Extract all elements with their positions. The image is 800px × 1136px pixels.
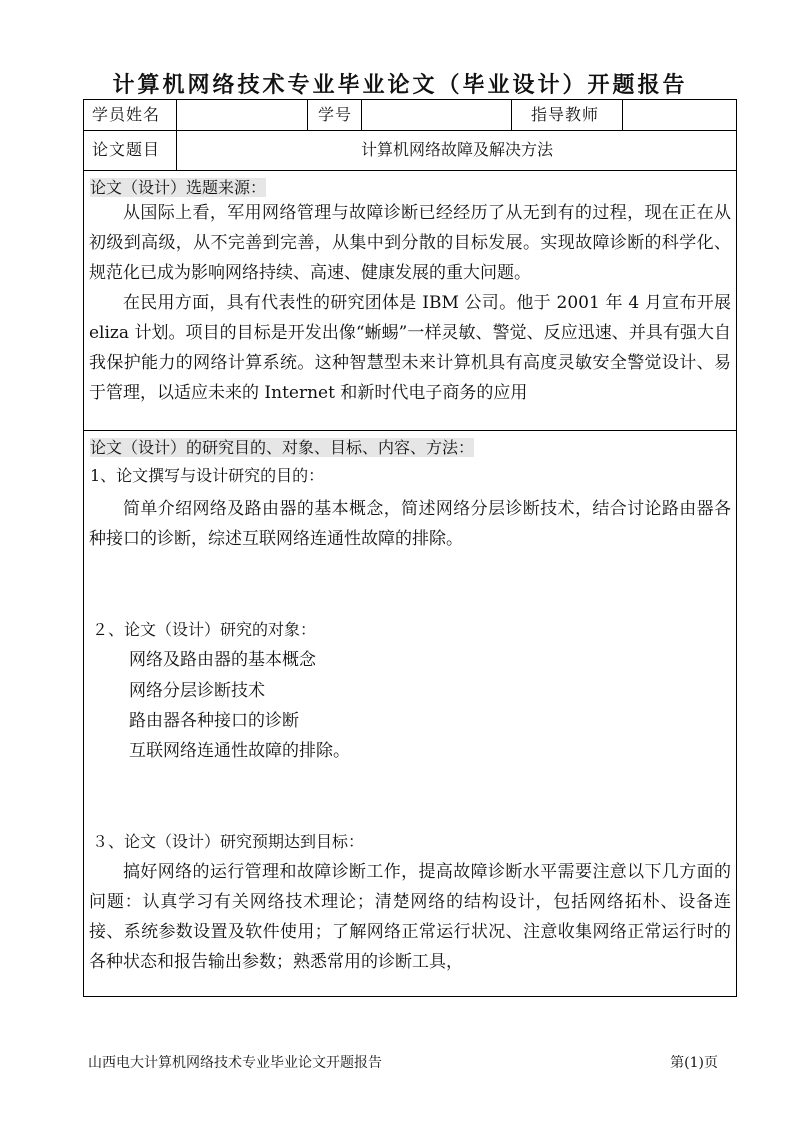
column-divider: [511, 100, 512, 130]
row-divider: [84, 130, 736, 131]
report-table: [83, 99, 737, 997]
objects-heading: ２、论文（设计）研究的对象：: [92, 620, 317, 639]
column-divider: [361, 100, 362, 130]
topic-value: 计算机网络故障及解决方法: [360, 140, 553, 159]
row-divider: [84, 170, 736, 171]
topic-label: 论文题目: [92, 140, 161, 159]
student-name-label: 学员姓名: [92, 105, 161, 124]
purpose-paragraph: 简单介绍网络及路由器的基本概念，简述网络分层诊断技术，结合讨论路由器各种接口的诊断，综述互联网络连通性故障的排除。: [89, 499, 731, 549]
goals-heading: ３、论文（设计）研究预期达到目标：: [92, 832, 365, 851]
column-divider: [307, 100, 308, 130]
source-paragraph-1: 从国际上看，军用网络管理与故障诊断已经经历了从无到有的过程，现在正在从初级到高级，从不完善到完善，从集中到分散的目标发展。实现故障诊断的科学化、规范化已成为影响网络持续、高速、健康发展的重大问题。: [89, 203, 731, 283]
objects-item: 网络分层诊断技术: [129, 681, 265, 701]
research-heading: 论文（设计）的研究目的、对象、目标、内容、方法：: [90, 438, 475, 457]
source-heading: 论文（设计）选题来源：: [90, 178, 267, 197]
footer-text: 山西电大计算机网络技术专业毕业论文开题报告: [88, 1055, 382, 1071]
goals-paragraph: 搞好网络的运行管理和故障诊断工作，提高故障诊断水平需要注意以下几方面的问题：认真学习有关网络技术理论；清楚网络的结构设计，包括网络拓朴、设备连接、系统参数设置及软件使用；了解网络正常运行状况、注意收集网络正常运行时的各种状态和报告输出参数；熟悉常用的诊断工具，: [89, 862, 731, 972]
student-id-label: 学号: [318, 105, 353, 124]
purpose-heading: 1、论文撰写与设计研究的目的：: [90, 466, 325, 485]
source-paragraph-2: 在民用方面，具有代表性的研究团体是 IBM 公司。他于 2001 年 4 月宣布开展 eliza 计划。项目的目标是开发出像“蜥蜴”一样灵敏、警觉、反应迅速、并具有强大自我保护能力的网络计算系统。这种智慧型未来计算机具有高度灵敏安全警觉设计、易于管理，以适应未来的 Internet 和新时代电子商务的应用: [89, 293, 731, 403]
objects-item: 路由器各种接口的诊断: [129, 711, 299, 731]
advisor-label: 指导教师: [531, 105, 600, 124]
page-number: 第(1)页: [670, 1055, 718, 1071]
column-divider: [622, 100, 623, 130]
row-divider: [84, 430, 736, 431]
document-title: 计算机网络技术专业毕业论文（毕业设计）开题报告: [112, 73, 688, 98]
objects-item: 互联网络连通性故障的排除。: [129, 741, 350, 761]
objects-item: 网络及路由器的基本概念: [129, 650, 316, 670]
